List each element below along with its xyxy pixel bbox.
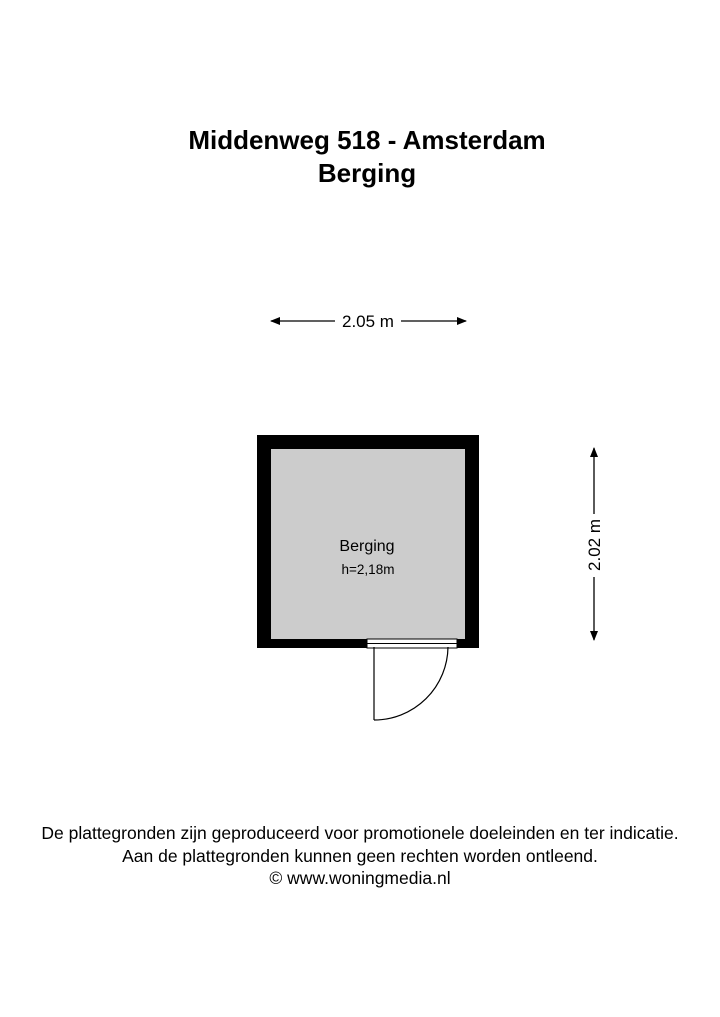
page-subtitle: Berging bbox=[317, 158, 417, 188]
width-dimension bbox=[271, 312, 466, 331]
disclaimer-line-1: De plattegronden zijn geproduceerd voor promotionele doeleinden en ter indicatie. bbox=[41, 823, 679, 843]
copyright-line: © www.woningmedia.nl bbox=[269, 868, 451, 888]
door-swing-arc bbox=[374, 647, 448, 720]
door bbox=[367, 639, 457, 720]
depth-dimension-label: 2.02 m bbox=[585, 519, 604, 571]
room-height-label: h=2,18m bbox=[341, 562, 395, 577]
page-title: Middenweg 518 - Amsterdam bbox=[188, 125, 546, 155]
width-dimension-label: 2.05 m bbox=[342, 312, 394, 331]
depth-dimension bbox=[585, 448, 604, 640]
room-label: Berging bbox=[339, 538, 395, 555]
room-berging bbox=[257, 435, 479, 648]
disclaimer-line-2: Aan de plattegronden kunnen geen rechten worden ontleend. bbox=[122, 846, 598, 866]
